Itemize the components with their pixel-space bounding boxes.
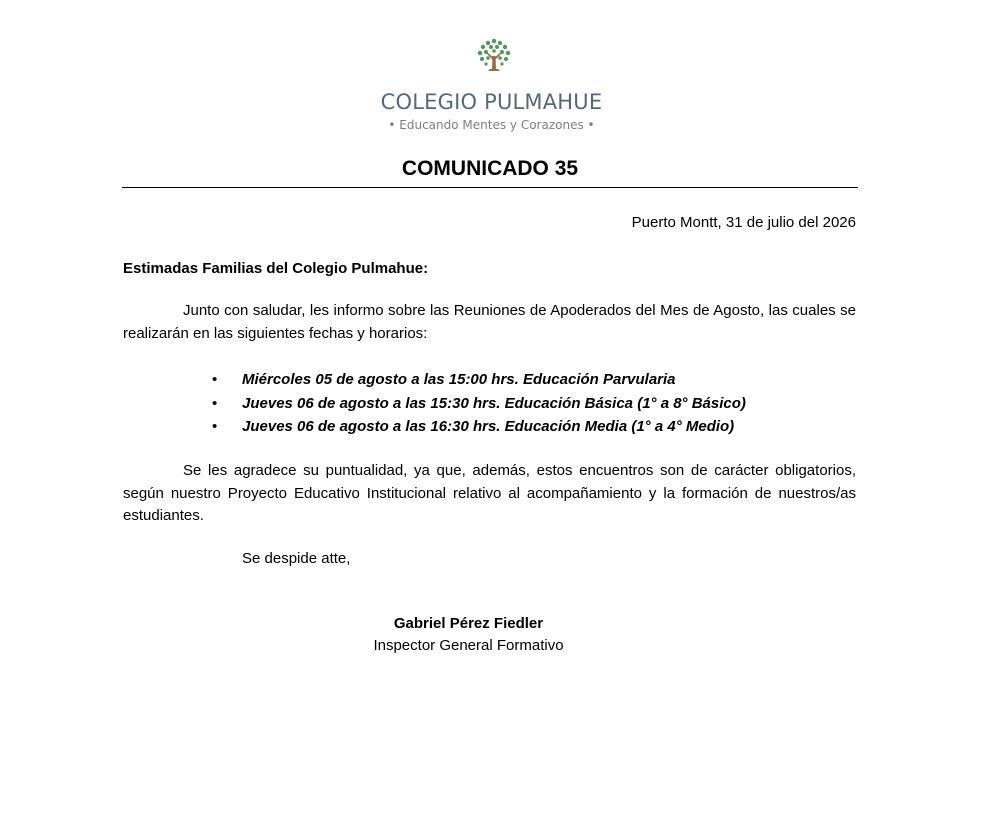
school-tagline: • Educando Mentes y Corazones • bbox=[388, 118, 595, 132]
bullet: • bbox=[212, 394, 218, 412]
meeting-schedule-list bbox=[212, 368, 746, 439]
list-item bbox=[212, 392, 746, 416]
greeting: Estimadas Familias del Colegio Pulmahue: bbox=[123, 260, 429, 277]
bullet: • bbox=[212, 418, 218, 435]
bullet: • bbox=[212, 371, 218, 388]
body-paragraph: Se les agradece su puntualidad, ya que, además, estos encuentros son de carácter obligatorios, según nuestro Proyecto Educativo Institucional relativo al acompañamiento y la formación de nuestros/as estudiantes. bbox=[123, 462, 856, 524]
intro-paragraph: Junto con saludar, les informo sobre las Reuniones de Apoderados del Mes de Agosto, las cuales se realizarán en las siguientes fechas y horarios: bbox=[123, 302, 856, 342]
school-name: COLEGIO PULMAHUE bbox=[380, 90, 603, 114]
schedule-item-text: Jueves 06 de agosto a las 16:30 hrs. Educación Media (1° a 4° Medio) bbox=[242, 418, 735, 435]
signature-role: Inspector General Formativo bbox=[373, 637, 564, 654]
title-divider bbox=[122, 187, 858, 188]
closing-line: Se despide atte, bbox=[242, 550, 351, 567]
signature-name: Gabriel Pérez Fiedler bbox=[393, 615, 544, 632]
schedule-item-text: Miércoles 05 de agosto a las 15:00 hrs. Educación Parvularia bbox=[242, 371, 676, 388]
schedule-item-text: Jueves 06 de agosto a las 15:30 hrs. Educación Básica (1° a 8° Básico) bbox=[242, 394, 746, 412]
tree-logo-icon bbox=[474, 36, 514, 76]
document-title: COMUNICADO 35 bbox=[401, 157, 579, 180]
list-item bbox=[212, 368, 746, 392]
list-item bbox=[212, 415, 746, 439]
place-date: Puerto Montt, 31 de julio del 2026 bbox=[631, 214, 856, 231]
school-logo bbox=[0, 36, 987, 76]
